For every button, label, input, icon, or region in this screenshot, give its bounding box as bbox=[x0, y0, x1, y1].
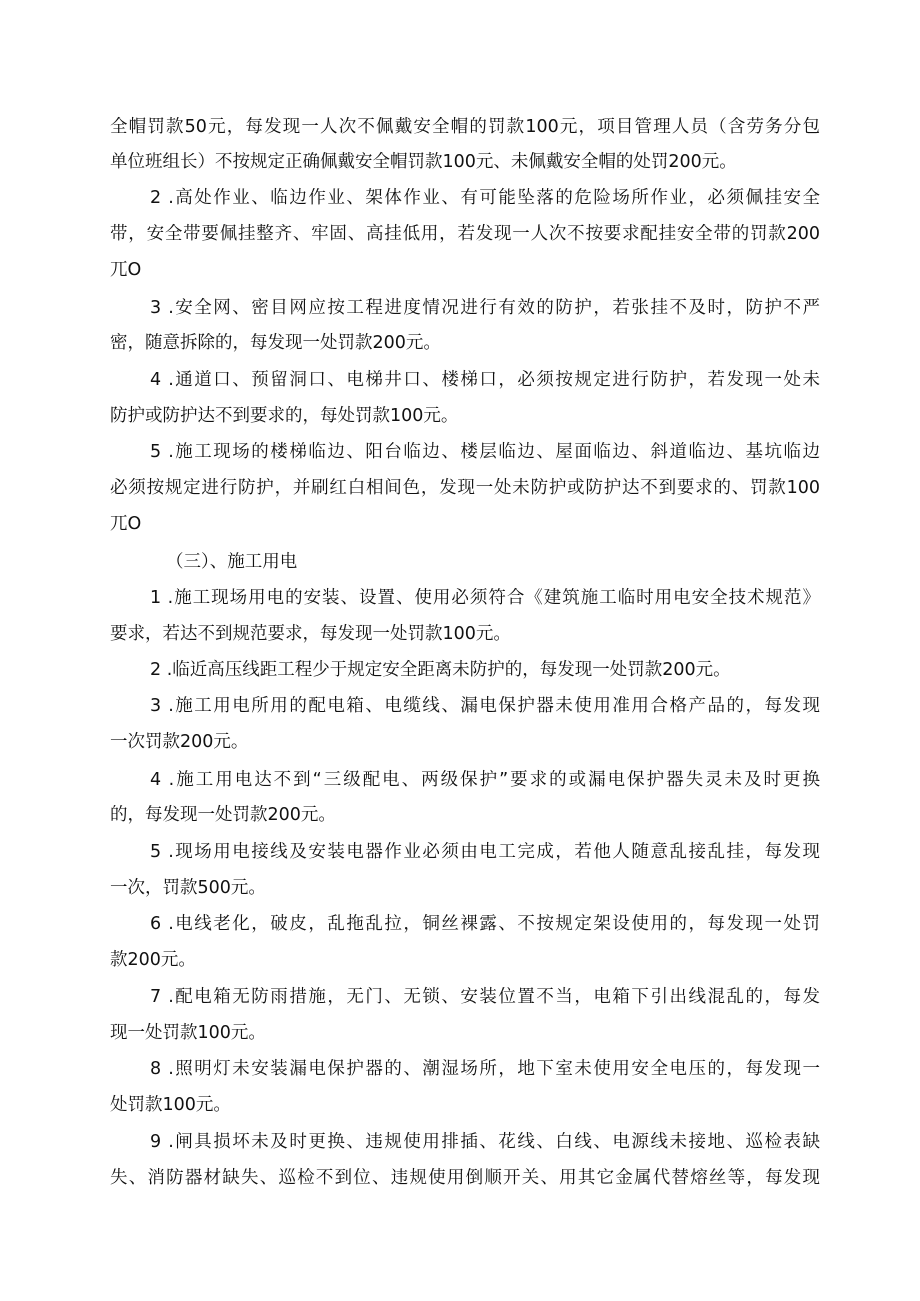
text-line: 7 .配电箱无防雨措施，无门、无锁、安装位置不当，电箱下引出线混乱的，每发 bbox=[150, 987, 820, 1007]
text-line: 防护或防护达不到要求的，每处罚款100元。 bbox=[110, 406, 459, 426]
text-line: 兀O bbox=[110, 514, 142, 534]
text-line: 1 .施工现场用电的安装、设置、使用必须符合《建筑施工临时用电安全技术规范》 bbox=[150, 588, 820, 608]
text-line: 全帽罚款50元，每发现一人次不佩戴安全帽的罚款100元，项目管理人员（含劳务分包 bbox=[110, 117, 820, 137]
text-line: 8 .照明灯未安装漏电保护器的、潮湿场所，地下室未使用安全电压的，每发现一 bbox=[150, 1059, 820, 1079]
text-line: 处罚款100元。 bbox=[110, 1095, 231, 1115]
text-line: 2 .临近高压线距工程少于规定安全距离未防护的，每发现一处罚款200元。 bbox=[150, 660, 731, 680]
text-line: 一次，罚款500元。 bbox=[110, 878, 266, 898]
text-line: 失、消防器材缺失、巡检不到位、违规使用倒顺开关、用其它金属代替熔丝等，每发现 bbox=[110, 1168, 820, 1188]
text-line: 9 .闸具损坏未及时更换、违规使用排插、花线、白线、电源线未接地、巡检表缺 bbox=[150, 1132, 820, 1152]
text-line: 5 .现场用电接线及安装电器作业必须由电工完成，若他人随意乱接乱挂，每发现 bbox=[150, 842, 820, 862]
text-line: 4 .通道口、预留洞口、电梯井口、楼梯口，必须按规定进行防护，若发现一处未 bbox=[150, 370, 820, 390]
text-line: 3 .安全网、密目网应按工程进度情况进行有效的防护，若张挂不及时，防护不严 bbox=[150, 298, 820, 318]
text-line: 带，安全带要佩挂整齐、牢固、高挂低用，若发现一人次不按要求配挂安全带的罚款200 bbox=[110, 224, 820, 244]
text-line: 要求，若达不到规范要求，每发现一处罚款100元。 bbox=[110, 624, 511, 644]
text-line: 兀O bbox=[110, 260, 142, 280]
text-line: 6 .电线老化，破皮，乱拖乱拉，铜丝裸露、不按规定架设使用的，每发现一处罚 bbox=[150, 914, 820, 934]
text-line: 必须按规定进行防护，并刷红白相间色，发现一处未防护或防护达不到要求的、罚款100 bbox=[110, 478, 820, 498]
text-line: 单位班组长）不按规定正确佩戴安全帽罚款100元、未佩戴安全帽的处罚200元。 bbox=[110, 152, 737, 172]
text-line: 4 .施工用电达不到“三级配电、两级保护”要求的或漏电保护器失灵未及时更换 bbox=[150, 770, 820, 790]
text-line: 的，每发现一处罚款200元。 bbox=[110, 805, 336, 825]
text-line: 现一处罚款100元。 bbox=[110, 1023, 266, 1043]
text-line: 3 .施工用电所用的配电箱、电缆线、漏电保护器未使用准用合格产品的，每发现 bbox=[150, 696, 820, 716]
text-line: 密，随意拆除的，每发现一处罚款200元。 bbox=[110, 333, 441, 353]
text-line: 款200元。 bbox=[110, 950, 196, 970]
text-line: 2 .高处作业、临边作业、架体作业、有可能坠落的危险场所作业，必须佩挂安全 bbox=[150, 188, 820, 208]
text-line: 一次罚款200元。 bbox=[110, 732, 249, 752]
section-heading: （三）、施工用电 bbox=[166, 552, 298, 572]
text-line: 5 .施工现场的楼梯临边、阳台临边、楼层临边、屋面临边、斜道临边、基坑临边 bbox=[150, 442, 820, 462]
